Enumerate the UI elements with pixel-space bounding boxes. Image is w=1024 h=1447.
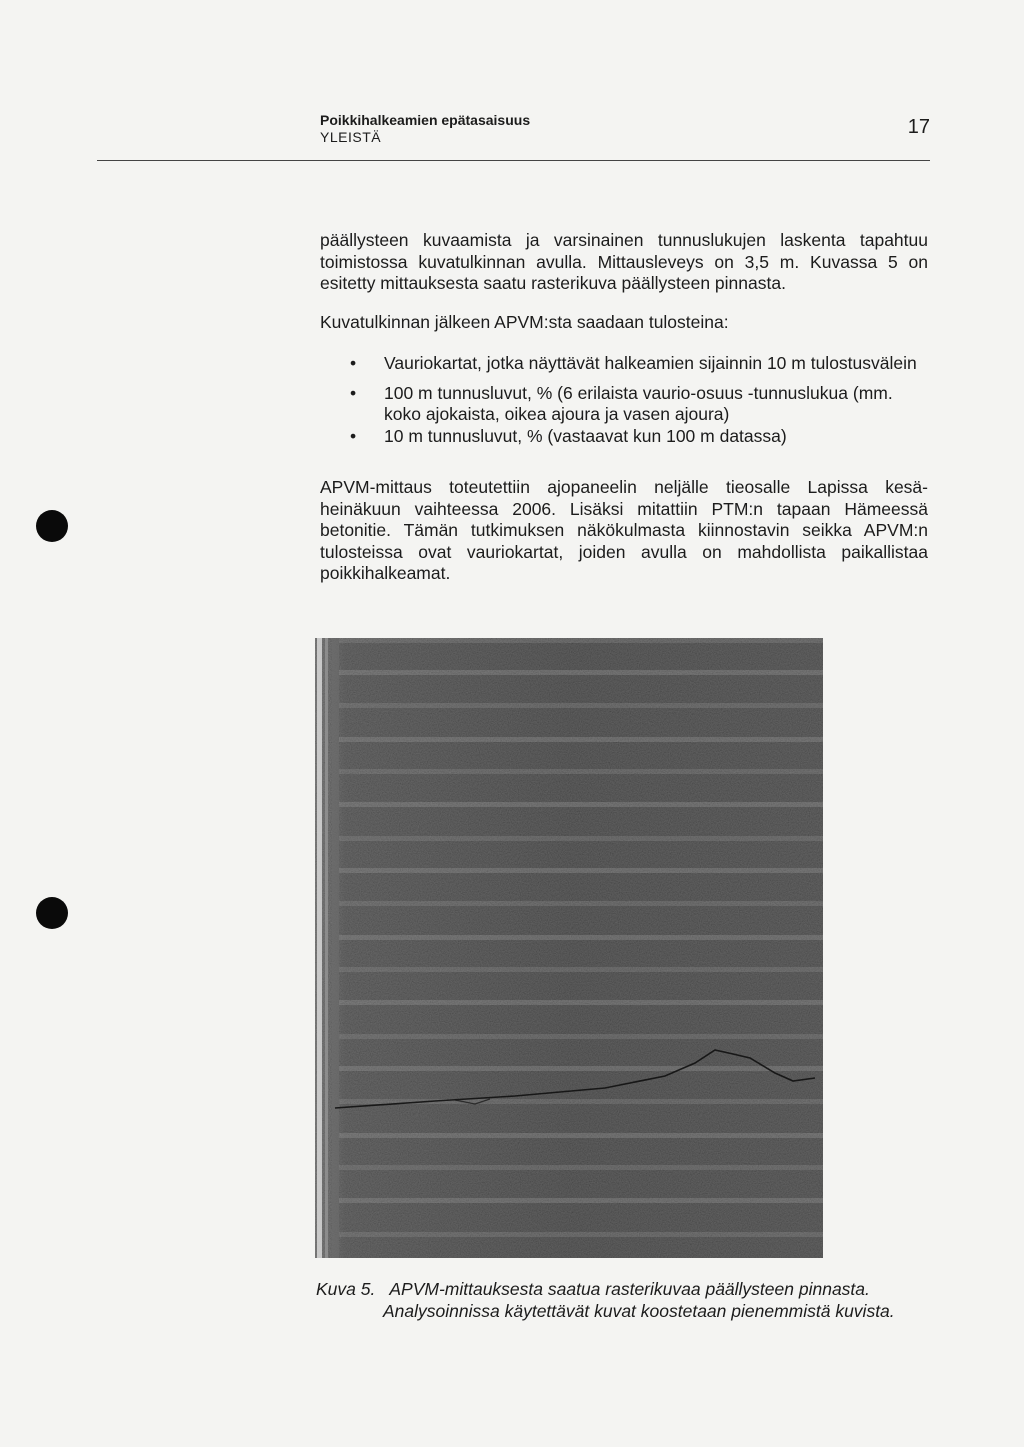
section-name: YLEISTÄ (320, 129, 382, 145)
page-header (320, 112, 930, 146)
list-item: • Vauriokartat, jotka näyttävät halkeamien sijainnin 10 m tulostusvälein (350, 353, 917, 373)
binder-hole-bottom (36, 897, 68, 929)
list-item-text: 100 m tunnusluvut, % (6 erilaista vaurio-osuus -tunnuslukua (mm. koko ajokaista, oikea ajoura ja vasen ajoura) (384, 382, 893, 424)
paragraph-1: päällysteen kuvaamista ja varsinainen tunnuslukujen laskenta tapahtuu toimistossa kuvatulkinnan avulla. Mittausleveys on 3,5 m. Kuvassa 5 on esitetty mittauksesta saatu rasterikuva päällysteen pinnasta. (320, 230, 928, 293)
caption-line-2: Analysoinnissa käytettävät kuvat koostetaan pienemmistä kuvista. (383, 1301, 895, 1321)
caption-line-1: APVM-mittauksesta saatua rasterikuvaa päällysteen pinnasta. (389, 1279, 870, 1299)
list-item: • 100 m tunnusluvut, % (6 erilaista vaurio-osuus -tunnuslukua (mm. koko ajokaista, oikea ajoura ja vasen ajoura) (350, 382, 893, 424)
paragraph-3: APVM-mittaus toteutettiin ajopaneelin neljälle tieosalle Lapissa kesä-heinäkuun vaihteessa 2006. Lisäksi mitattiin PTM:n tapaan Hämeessä betonitie. Tämän tutkimuksen näkökulmasta kiinnostavin seikka APVM:n tulosteissa ovat vauriokartat, joiden avulla on mahdollista paikallistaa poikkihalkeamat. (320, 477, 928, 583)
raster-image-figure (315, 638, 823, 1258)
results-list (350, 353, 928, 455)
image-grain (315, 638, 823, 1258)
paragraph-2: Kuvatulkinnan jälkeen APVM:sta saadaan tulosteina: (320, 312, 729, 332)
edge-stripe-dark (332, 638, 339, 1258)
header-rule (97, 160, 930, 161)
list-item-text: Vauriokartat, jotka näyttävät halkeamien sijainnin 10 m tulostusvälein (384, 353, 917, 373)
edge-stripe-inner (325, 638, 328, 1258)
page-number: 17 (907, 116, 930, 138)
running-title: Poikkihalkeamien epätasaisuus (320, 112, 531, 128)
edge-stripe-left (317, 638, 322, 1258)
list-item-text: 10 m tunnusluvut, % (vastaavat kun 100 m datassa) (384, 425, 787, 446)
pavement-raster-image (315, 638, 823, 1258)
list-item: • 10 m tunnusluvut, % (vastaavat kun 100 m datassa) (350, 425, 787, 446)
figure-caption (316, 1278, 895, 1322)
binder-hole-top (36, 510, 68, 542)
caption-label: Kuva 5. (316, 1279, 376, 1299)
